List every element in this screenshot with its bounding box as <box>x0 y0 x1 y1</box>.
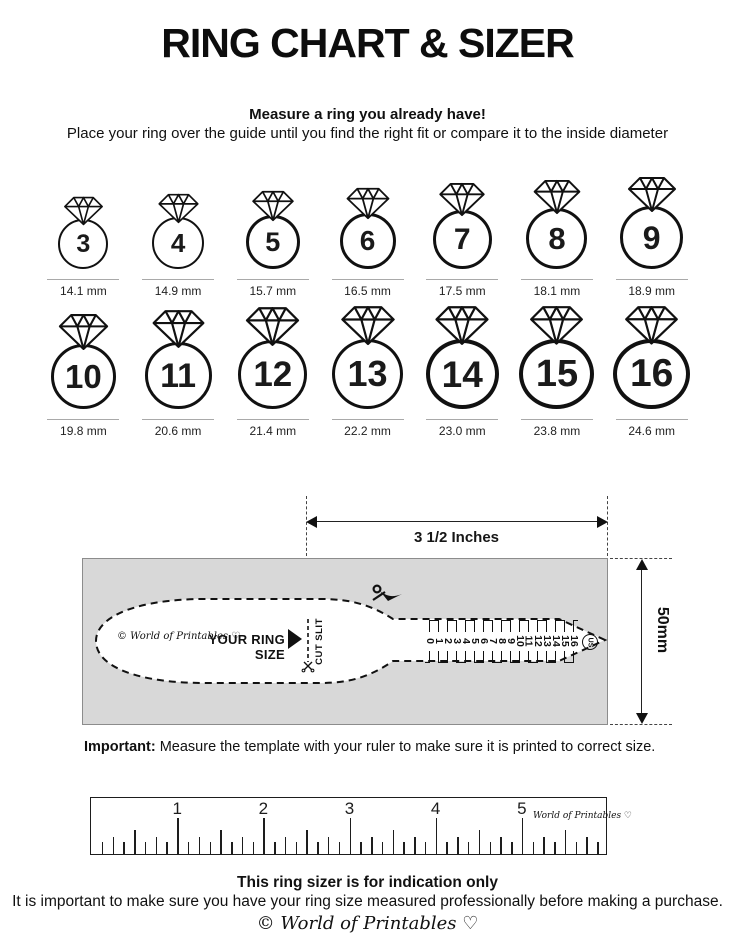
diameter-rule <box>142 419 214 420</box>
ring-circle <box>246 215 300 269</box>
ring-size-number: 11 <box>160 356 197 395</box>
scale-number: 2 <box>442 638 454 644</box>
diameter-rule <box>426 419 498 420</box>
ring-diameter-label: 22.2 mm <box>344 424 391 438</box>
ring-diameter-label: 24.6 mm <box>628 424 676 438</box>
diameter-rule <box>616 419 688 420</box>
ring-circle <box>526 208 587 269</box>
diameter-rule <box>332 419 404 420</box>
ruler-number: 4 <box>430 799 441 818</box>
diamond-icon <box>157 193 200 224</box>
scale-number: 14 <box>550 635 562 647</box>
page-title: RING CHART & SIZER <box>161 20 574 66</box>
ring-row-1 <box>36 168 699 298</box>
ring-size-number: 7 <box>453 222 471 256</box>
diamond-icon <box>57 313 110 351</box>
ring-size-number: 9 <box>642 219 661 256</box>
ring-size-number: 15 <box>535 352 579 395</box>
footer-brand-logo: © World of Printables ♡ <box>256 913 479 934</box>
diamond-icon <box>438 182 486 217</box>
ring-circle <box>51 344 116 409</box>
diameter-rule <box>521 279 593 280</box>
ring-row-2 <box>36 305 699 438</box>
ring-item <box>604 168 699 298</box>
diameter-rule <box>332 279 404 280</box>
ring-item <box>415 168 510 298</box>
ring-size-number: 6 <box>359 225 376 256</box>
scissors-icon <box>373 586 402 601</box>
ring-circle <box>145 342 212 409</box>
ruler-number: 3 <box>344 799 355 818</box>
ring-size-number: 4 <box>170 228 186 258</box>
subtitle-bold: Measure a ring you already have! <box>249 106 486 123</box>
brand-logo: © World of Printables ♡ <box>117 631 241 642</box>
ring-item <box>415 305 510 438</box>
footer-text: It is important to make sure you have your ring size measured professionally before making a purchase. <box>12 893 723 910</box>
ring-diameter-label: 17.5 mm <box>438 284 486 298</box>
ring-diameter-label: 21.4 mm <box>249 424 297 438</box>
footer-bold: This ring sizer is for indication only <box>237 874 498 891</box>
sizer-diagram <box>82 558 608 725</box>
us-unit-badge: US <box>582 634 598 650</box>
scale-number: 13 <box>541 635 553 647</box>
ring-diameter-label: 20.6 mm <box>154 424 202 438</box>
diamond-icon <box>526 305 587 346</box>
diameter-rule <box>521 419 593 420</box>
ring-circle <box>238 340 307 409</box>
ring-item <box>131 305 226 438</box>
subtitle: Place your ring over the guide until you find the right fit or compare it to the inside diameter <box>66 125 669 142</box>
ring-item <box>320 305 415 438</box>
scale-number: 6 <box>478 638 490 644</box>
ring-size-number: 14 <box>441 353 483 395</box>
ruler-number: 5 <box>517 799 527 818</box>
ring-diameter-label: 14.9 mm <box>154 284 202 298</box>
scale-number: 7 <box>487 638 499 644</box>
diameter-rule <box>616 279 688 280</box>
arrow-up-icon <box>636 559 648 570</box>
ring-item <box>604 305 699 438</box>
ring-circle <box>332 339 403 409</box>
diamond-icon <box>339 305 397 346</box>
width-dimension-label: 3 1/2 Inches <box>413 529 500 546</box>
ring-size-number: 16 <box>629 352 674 396</box>
scale-number: 0 <box>424 638 436 644</box>
ruler-number: 1 <box>172 799 182 818</box>
ring-item <box>225 305 320 438</box>
diameter-rule <box>47 279 119 280</box>
ring-diameter-label: 18.1 mm <box>533 284 581 298</box>
important-label: Important: <box>84 739 156 755</box>
ring-item <box>36 168 131 298</box>
ring-size-number: 8 <box>548 221 566 256</box>
ring-size-number: 5 <box>265 226 281 257</box>
ring-size-number: 3 <box>76 229 91 258</box>
ring-diameter-label: 14.1 mm <box>60 284 107 298</box>
scale-number: 4 <box>460 638 472 644</box>
ring-item <box>225 168 320 298</box>
scale-number: 8 <box>496 638 508 644</box>
scale-number: 16 <box>568 635 580 647</box>
your-ring-size-label: YOUR RING SIZE <box>208 632 285 662</box>
width-dimension-line <box>312 521 602 522</box>
ring-circle <box>152 217 204 269</box>
ring-size-number: 10 <box>65 358 102 395</box>
ring-diameter-label: 19.8 mm <box>60 424 107 438</box>
ring-diameter-label: 23.8 mm <box>533 424 581 438</box>
diameter-rule <box>237 419 309 420</box>
ring-circle <box>340 213 396 269</box>
scale-number: 15 <box>559 635 571 647</box>
ring-size-number: 13 <box>347 353 388 395</box>
ring-item <box>36 305 131 438</box>
diamond-icon <box>63 196 104 226</box>
diameter-rule <box>47 419 119 420</box>
scale-number: 1 <box>433 638 445 644</box>
ruler <box>90 797 632 855</box>
ring-circle <box>620 206 683 269</box>
ring-item <box>510 168 605 298</box>
ring-diameter-label: 16.5 mm <box>344 284 391 298</box>
diameter-rule <box>426 279 498 280</box>
diameter-rule <box>142 279 214 280</box>
ring-item <box>320 168 415 298</box>
scale-number: 5 <box>469 638 481 644</box>
diameter-rule <box>237 279 309 280</box>
diamond-icon <box>532 179 582 215</box>
pointer-triangle-icon <box>288 629 302 649</box>
arrow-right-icon <box>597 516 608 528</box>
ring-circle <box>519 339 594 409</box>
scale-number: 9 <box>505 638 517 644</box>
ruler-brand-logo: World of Printables ♡ <box>533 811 632 821</box>
diamond-icon <box>244 306 301 347</box>
scale-number: 12 <box>532 635 544 647</box>
ring-circle <box>433 210 492 269</box>
important-note <box>84 739 655 755</box>
dim-guide-bottom <box>610 724 672 725</box>
scale-number: 3 <box>451 638 463 644</box>
ring-diameter-label: 18.9 mm <box>628 284 676 298</box>
ring-diameter-label: 15.7 mm <box>249 284 297 298</box>
ring-circle <box>58 219 108 269</box>
ring-size-number: 12 <box>253 355 293 394</box>
important-text: Measure the template with your ruler to make sure it is printed to correct size. <box>155 739 656 755</box>
diamond-icon <box>626 176 678 213</box>
diamond-icon <box>151 309 206 349</box>
scale-number: 10 <box>514 635 526 647</box>
ring-item <box>131 168 226 298</box>
cut-slit-label: CUT SLIT <box>313 617 325 665</box>
height-dimension-label: 50mm <box>654 606 671 654</box>
diamond-icon <box>345 187 391 220</box>
ring-item <box>510 305 605 438</box>
ruler-number: 2 <box>258 799 269 818</box>
arrow-left-icon <box>306 516 317 528</box>
arrow-down-icon <box>636 713 648 724</box>
ring-circle <box>426 339 499 409</box>
diamond-icon <box>620 305 683 346</box>
scale-number: 11 <box>522 635 535 647</box>
height-dimension-line <box>641 566 642 718</box>
ring-diameter-label: 23.0 mm <box>438 424 486 438</box>
diamond-icon <box>251 190 295 222</box>
ring-circle <box>613 339 690 409</box>
diamond-icon <box>432 305 492 346</box>
